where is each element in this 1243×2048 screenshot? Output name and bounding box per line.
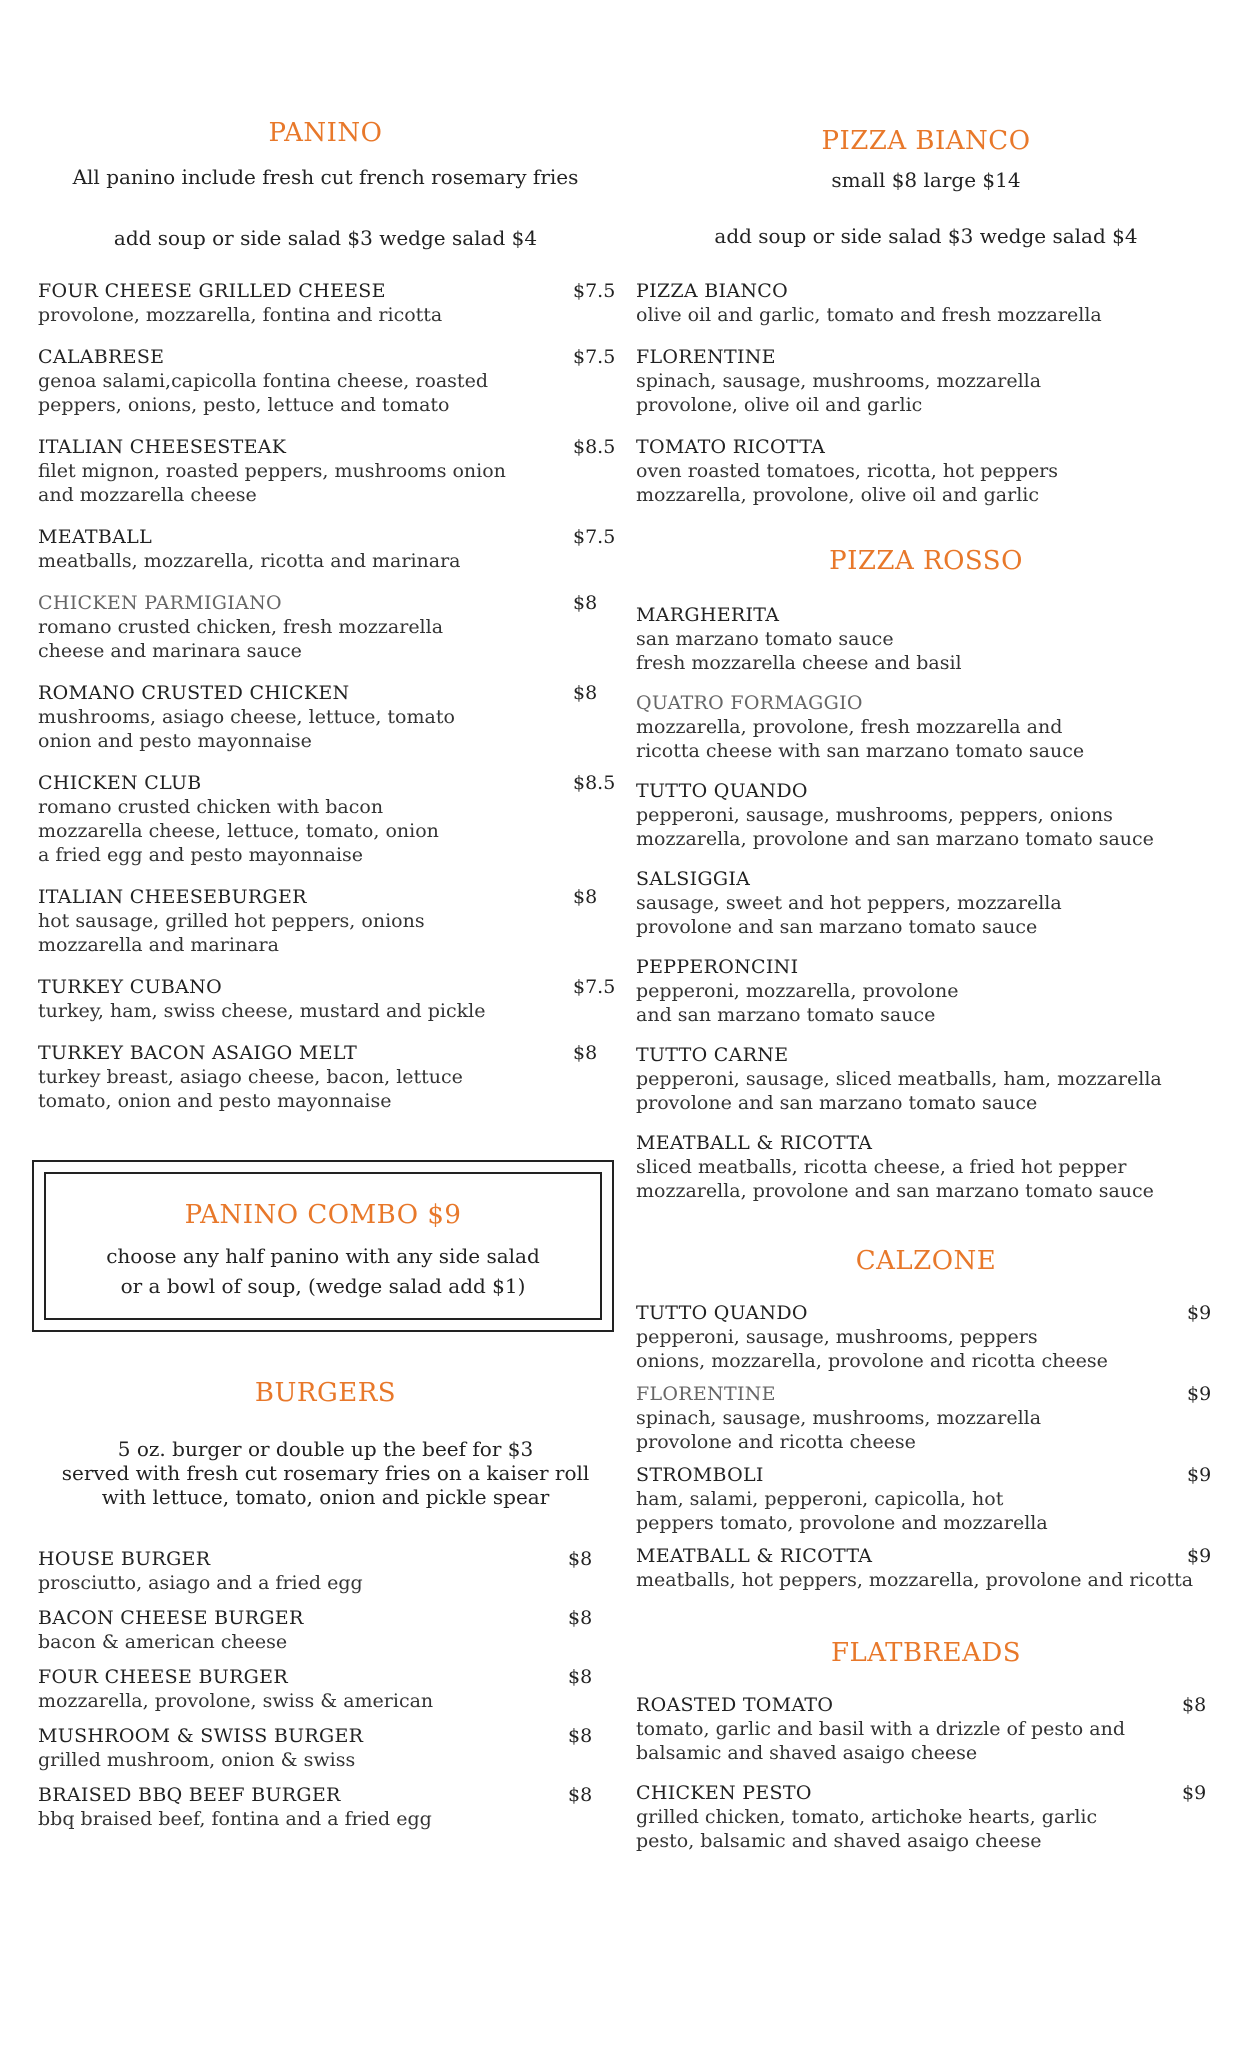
burgers-intro-2: served with fresh cut rosemary fries on a kaiser roll <box>61 1461 590 1485</box>
menu-item <box>38 1725 613 1772</box>
item-name: MARGHERITA <box>636 604 780 626</box>
item-description: turkey, ham, swiss cheese, mustard and pickle <box>38 1000 486 1022</box>
item-description: mozzarella, provolone, olive oil and garlic <box>636 484 1039 506</box>
menu-item <box>636 1464 1216 1535</box>
item-price: $8 <box>568 1548 593 1570</box>
item-description: and mozzarella cheese <box>38 484 257 506</box>
item-description: oven roasted tomatoes, ricotta, hot peppers <box>636 460 1059 482</box>
item-price: $7.5 <box>573 280 616 302</box>
item-description: onions, mozzarella, provolone and ricotta cheese <box>636 1350 1108 1372</box>
item-name: MEATBALL <box>38 526 152 548</box>
item-description: san marzano tomato sauce <box>636 628 894 650</box>
panino-intro: All panino include fresh cut french rosemary fries <box>72 165 579 189</box>
item-description: provolone, mozzarella, fontina and ricotta <box>38 304 443 326</box>
menu-item <box>38 1548 613 1595</box>
menu-item <box>636 1694 1216 1765</box>
item-description: ham, salami, pepperoni, capicolla, hot <box>636 1488 1004 1510</box>
item-name: ITALIAN CHEESEBURGER <box>38 886 307 908</box>
menu-item <box>636 692 1216 763</box>
item-name: BACON CHEESE BURGER <box>38 1607 304 1629</box>
item-price: $8 <box>573 1042 598 1064</box>
item-description: hot sausage, grilled hot peppers, onions <box>38 910 425 932</box>
item-price: $8 <box>573 682 598 704</box>
item-name: TUTTO QUANDO <box>636 1302 808 1324</box>
menu-item <box>38 772 616 867</box>
item-price: $8.5 <box>573 772 616 794</box>
item-description: tomato, onion and pesto mayonnaise <box>38 1090 392 1112</box>
item-description: pepperoni, sausage, mushrooms, peppers <box>636 1326 1038 1348</box>
item-price: $7.5 <box>573 526 616 548</box>
item-description: mozzarella, provolone and san marzano tomato sauce <box>636 828 1154 850</box>
combo-line-1: choose any half panino with any side salad <box>106 1244 540 1268</box>
item-description: bbq braised beef, fontina and a fried egg <box>38 1808 432 1830</box>
menu-item <box>636 1302 1216 1373</box>
item-name: CALABRESE <box>38 346 165 368</box>
burgers-intro-3: with lettuce, tomato, onion and pickle spear <box>101 1485 550 1509</box>
item-description: cheese and marinara sauce <box>38 640 302 662</box>
item-description: turkey breast, asiago cheese, bacon, lettuce <box>38 1066 463 1088</box>
item-description: romano crusted chicken with bacon <box>38 796 384 818</box>
item-description: mozzarella, provolone and san marzano tomato sauce <box>636 1180 1154 1202</box>
item-price: $8 <box>568 1607 593 1629</box>
flatbreads-title: FLATBREADS <box>830 1638 1022 1668</box>
menu-item <box>636 1383 1216 1454</box>
item-description: mozzarella, provolone, fresh mozzarella and <box>636 716 1063 738</box>
pizza-rosso-title: PIZZA ROSSO <box>829 546 1023 576</box>
menu-item <box>636 346 1216 417</box>
menu-item <box>636 956 1216 1027</box>
item-name: TUTTO QUANDO <box>636 780 808 802</box>
item-description: onion and pesto mayonnaise <box>38 730 312 752</box>
item-price: $8.5 <box>573 436 616 458</box>
item-price: $9 <box>1187 1302 1212 1324</box>
menu-item <box>38 1607 613 1654</box>
item-description: pepperoni, sausage, mushrooms, peppers, onions <box>636 804 1113 826</box>
item-price: $8 <box>573 886 598 908</box>
item-name: ROMANO CRUSTED CHICKEN <box>38 682 350 704</box>
pizza-bianco-addon: add soup or side salad $3 wedge salad $4 <box>714 224 1138 248</box>
item-name: MEATBALL & RICOTTA <box>636 1545 873 1567</box>
menu-item <box>38 976 616 1023</box>
item-description: romano crusted chicken, fresh mozzarella <box>38 616 444 638</box>
item-description: meatballs, mozzarella, ricotta and marinara <box>38 550 461 572</box>
item-name: BRAISED BBQ BEEF BURGER <box>38 1784 341 1806</box>
item-price: $8 <box>573 592 598 614</box>
item-price: $7.5 <box>573 346 616 368</box>
item-description: balsamic and shaved asaigo cheese <box>636 1742 978 1764</box>
menu-item <box>38 1784 613 1831</box>
item-name: TURKEY CUBANO <box>38 976 222 998</box>
item-description: pepperoni, sausage, sliced meatballs, ham, mozzarella <box>636 1068 1162 1090</box>
menu-item <box>636 780 1216 851</box>
item-description: mushrooms, asiago cheese, lettuce, tomato <box>38 706 455 728</box>
item-description: sliced meatballs, ricotta cheese, a fried hot pepper <box>636 1156 1127 1178</box>
item-name: CHICKEN PESTO <box>636 1782 812 1804</box>
item-description: peppers, onions, pesto, lettuce and tomato <box>38 394 450 416</box>
item-description: filet mignon, roasted peppers, mushrooms onion <box>38 460 506 482</box>
item-description: prosciutto, asiago and a fried egg <box>38 1572 363 1594</box>
item-name: FLORENTINE <box>636 1383 776 1405</box>
menu-item <box>38 280 616 327</box>
item-description: tomato, garlic and basil with a drizzle of pesto and <box>636 1718 1126 1740</box>
item-name: MEATBALL & RICOTTA <box>636 1132 873 1154</box>
item-price: $8 <box>568 1725 593 1747</box>
item-name: ROASTED TOMATO <box>636 1694 834 1716</box>
item-price: $9 <box>1187 1383 1212 1405</box>
combo-inner-frame <box>44 1172 602 1320</box>
item-name: FOUR CHEESE BURGER <box>38 1666 288 1688</box>
item-description: fresh mozzarella cheese and basil <box>636 652 962 674</box>
item-name: PIZZA BIANCO <box>636 280 788 302</box>
item-name: ITALIAN CHEESESTEAK <box>38 436 287 458</box>
item-description: grilled chicken, tomato, artichoke hearts, garlic <box>636 1806 1098 1828</box>
panino-title: PANINO <box>268 118 383 148</box>
item-name: PEPPERONCINI <box>636 956 799 978</box>
item-description: spinach, sausage, mushrooms, mozzarella <box>636 370 1042 392</box>
item-price: $8 <box>568 1784 593 1806</box>
menu-item <box>636 1782 1216 1853</box>
item-description: pesto, balsamic and shaved asaigo cheese <box>636 1830 1042 1852</box>
menu-item <box>636 1044 1216 1115</box>
item-name: STROMBOLI <box>636 1464 764 1486</box>
item-name: TUTTO CARNE <box>636 1044 789 1066</box>
menu-item <box>38 346 616 417</box>
menu-item <box>636 1545 1216 1592</box>
item-name: CHICKEN CLUB <box>38 772 202 794</box>
item-description: meatballs, hot peppers, mozzarella, provolone and ricotta <box>636 1569 1194 1591</box>
menu-item <box>636 604 1216 675</box>
item-description: bacon & american cheese <box>38 1631 288 1653</box>
burgers-intro-1: 5 oz. burger or double up the beef for $3 <box>117 1437 534 1461</box>
item-description: provolone and ricotta cheese <box>636 1431 916 1453</box>
menu-item <box>38 1666 613 1713</box>
menu-item <box>38 682 613 753</box>
item-name: FLORENTINE <box>636 346 776 368</box>
pizza-bianco-price: small $8 large $14 <box>831 168 1021 192</box>
burgers-title: BURGERS <box>254 1378 397 1408</box>
item-description: ricotta cheese with san marzano tomato sauce <box>636 740 1085 762</box>
menu-item <box>38 592 613 663</box>
item-description: grilled mushroom, onion & swiss <box>38 1749 356 1771</box>
item-price: $9 <box>1187 1545 1212 1567</box>
item-name: TOMATO RICOTTA <box>636 436 826 458</box>
item-name: QUATRO FORMAGGIO <box>636 692 863 714</box>
menu-item <box>38 526 616 573</box>
item-description: olive oil and garlic, tomato and fresh mozzarella <box>636 304 1102 326</box>
item-description: and san marzano tomato sauce <box>636 1004 936 1026</box>
menu-item <box>38 1042 613 1113</box>
panino-addon: add soup or side salad $3 wedge salad $4 <box>113 226 538 250</box>
item-description: genoa salami,capicolla fontina cheese, roasted <box>38 370 488 392</box>
item-description: provolone and san marzano tomato sauce <box>636 916 1038 938</box>
menu-item <box>636 1132 1216 1203</box>
menu-item <box>636 280 1216 327</box>
combo-line-2: or a bowl of soup, (wedge salad add $1) <box>120 1274 526 1298</box>
item-price: $9 <box>1182 1782 1207 1804</box>
item-description: spinach, sausage, mushrooms, mozzarella <box>636 1407 1042 1429</box>
item-name: SALSIGGIA <box>636 868 751 890</box>
item-description: sausage, sweet and hot peppers, mozzarella <box>636 892 1062 914</box>
combo-title: PANINO COMBO $9 <box>184 1200 462 1230</box>
item-price: $7.5 <box>573 976 616 998</box>
item-description: mozzarella and marinara <box>38 934 279 956</box>
item-price: $9 <box>1187 1464 1212 1486</box>
item-description: provolone, olive oil and garlic <box>636 394 923 416</box>
menu-item <box>38 886 613 957</box>
menu-item <box>38 436 616 507</box>
item-price: $8 <box>568 1666 593 1688</box>
item-description: mozzarella, provolone, swiss & american <box>38 1690 434 1712</box>
item-name: HOUSE BURGER <box>38 1548 211 1570</box>
item-description: provolone and san marzano tomato sauce <box>636 1092 1038 1114</box>
item-name: TURKEY BACON ASAIGO MELT <box>38 1042 358 1064</box>
menu-item <box>636 436 1216 507</box>
item-description: pepperoni, mozzarella, provolone <box>636 980 959 1002</box>
item-description: peppers tomato, provolone and mozzarella <box>636 1512 1048 1534</box>
item-description: mozzarella cheese, lettuce, tomato, onion <box>38 820 439 842</box>
pizza-bianco-title: PIZZA BIANCO <box>821 126 1031 156</box>
item-description: a fried egg and pesto mayonnaise <box>38 844 364 866</box>
menu-item <box>636 868 1216 939</box>
item-name: MUSHROOM & SWISS BURGER <box>38 1725 364 1747</box>
calzone-title: CALZONE <box>855 1246 997 1276</box>
item-name: CHICKEN PARMIGIANO <box>38 592 282 614</box>
item-price: $8 <box>1182 1694 1207 1716</box>
item-name: FOUR CHEESE GRILLED CHEESE <box>38 280 386 302</box>
